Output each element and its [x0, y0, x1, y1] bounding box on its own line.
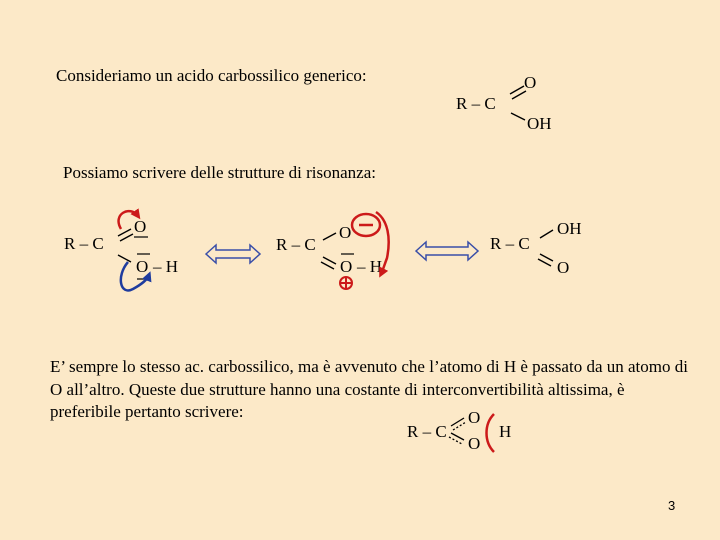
equilibrium-arrow-2: [416, 242, 478, 260]
resonance-intro-text: Possiamo scrivere delle strutture di risonanza:: [63, 163, 376, 182]
resonance-structure-1: [64, 211, 178, 290]
oxygen-label: O: [557, 258, 570, 277]
oxygen-label: O: [136, 257, 149, 276]
resonance-structure-2: [276, 212, 389, 289]
page-number: 3: [668, 498, 676, 513]
final-carboxyl-structure: [407, 408, 511, 453]
hydrogen-label: – H: [357, 257, 383, 276]
oxygen-label: O: [524, 73, 537, 92]
equilibrium-arrow-1: [206, 245, 260, 263]
hydrogen-label: H: [499, 422, 512, 441]
r-c-group: R – C: [490, 234, 530, 253]
explanation-paragraph: E’ sempre lo stesso ac. carbossilico, ma è avvenuto che l’atomo di H è passato da un atomo di O all’altro. Queste due strutture hanno una costante di interconvertibilità altissima, è preferibile pertanto scrivere:: [50, 357, 688, 421]
r-c-group: R – C: [276, 235, 316, 254]
oxygen-label: O: [134, 217, 147, 236]
r-c-group: R – C: [64, 234, 104, 253]
intro-text: Consideriamo un acido carbossilico generico:: [56, 66, 367, 85]
proton-bracket: [487, 414, 495, 452]
oxygen-label: O: [468, 408, 481, 427]
r-c-group: R – C: [407, 422, 447, 441]
resonance-structure-3: [490, 219, 582, 277]
r-c-group: R – C: [456, 94, 496, 113]
hydrogen-label: – H: [153, 257, 179, 276]
oxygen-label: O: [468, 434, 481, 453]
oxygen-label: O: [339, 223, 352, 242]
generic-acid-structure: [456, 73, 552, 133]
hydroxyl-label: OH: [527, 114, 552, 133]
hydroxyl-label: OH: [557, 219, 582, 238]
oxygen-label: O: [340, 257, 353, 276]
